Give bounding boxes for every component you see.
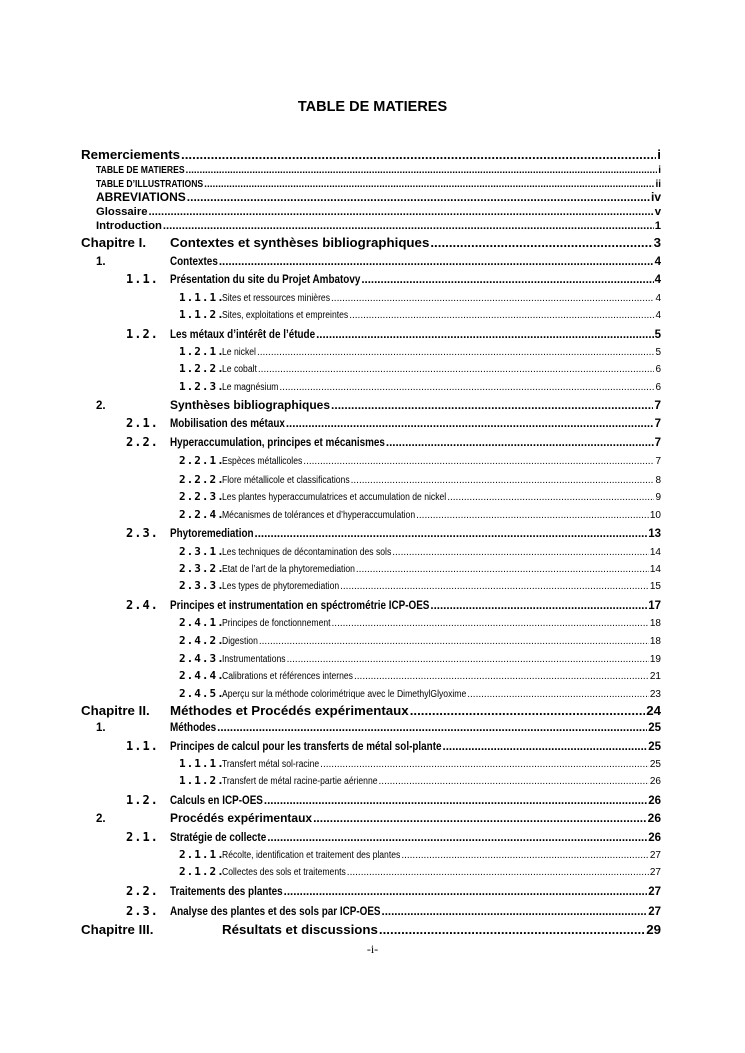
toc-entry-title: Introduction [96,220,162,232]
dot-leader [340,581,649,592]
toc-entry-number: 1.1.1. [179,757,225,771]
toc-entry-page: 15 [649,581,661,593]
toc-entry-title: Le cobalt [222,364,257,376]
toc-entry[interactable] [0,251,745,269]
dot-leader [320,759,649,770]
toc-entry[interactable] [0,881,745,899]
toc-entry-number: 2.3. [126,904,159,918]
toc-entry[interactable] [0,451,745,468]
toc-entry-title: Instrumentations [222,654,286,666]
toc-entry-title: Mobilisation des métaux [170,418,285,430]
toc-entry-title: Principes et instrumentation en spéctrométrie ICP-OES [170,600,430,612]
toc-entry-number: 1.1. [126,739,159,753]
toc-entry[interactable] [0,205,745,219]
toc-entry[interactable] [0,432,745,450]
toc-entry-page: 26 [649,776,661,788]
dot-leader [379,922,645,937]
toc-entry-number: 2.3. [126,526,159,540]
toc-entry-number: 2.4.5. [179,687,225,701]
toc-entry-page: 4 [655,310,661,322]
dot-leader [267,832,647,844]
toc-entry-page: 27 [649,867,661,879]
toc-entry-page: 7 [655,456,661,468]
toc-entry-number: 2.4.1. [179,616,225,630]
dot-leader [430,600,647,612]
toc-entry[interactable] [0,324,745,342]
dot-leader [287,654,649,665]
toc-entry-number: 2.3.3. [179,579,225,593]
toc-entry-number: 2.1. [126,830,159,844]
toc-entry[interactable] [0,395,745,413]
toc-entry-page: i [658,165,661,176]
toc-entry-page: 27 [648,886,661,898]
dot-leader [187,190,650,204]
toc-entry-title: Le magnésium [222,382,279,394]
dot-leader [219,256,654,268]
toc-entry-page: 25 [649,759,661,771]
toc-entry-title: Les techniques de décontamination des sols [222,547,392,559]
toc-entry[interactable] [0,790,745,808]
toc-entry[interactable] [0,827,745,845]
toc-entry-number: 1. [96,722,106,734]
toc-entry-number: 2.4. [126,598,159,612]
toc-entry-number: 2. [96,813,106,825]
dot-leader [163,220,654,232]
toc-entry-page: 17 [648,600,661,612]
toc-entry-title: Traitements des plantes [170,886,283,898]
dot-leader [347,867,649,878]
toc-entry-title: Glossaire [96,206,148,218]
toc-entry[interactable] [0,177,745,191]
toc-entry-number: 1.2.3. [179,380,225,394]
dot-leader [258,364,655,375]
toc-entry[interactable] [0,413,745,431]
toc-entry-page: 26 [647,811,661,825]
toc-entry[interactable] [0,342,745,359]
dot-leader [149,206,654,218]
toc-entry-page: 24 [646,703,661,718]
dot-leader [349,310,654,321]
toc-entry-number: Chapitre I. [81,235,147,250]
toc-entry-page: 4 [655,293,661,305]
toc-entry[interactable] [0,470,745,487]
toc-entry-number: 2.1. [126,416,159,430]
toc-entry-number: 1.2.2. [179,362,225,376]
toc-entry-page: 4 [654,274,661,286]
toc-entry-title: Mécanismes de tolérances et d’hyperaccumulation [222,510,416,522]
toc-entry-title: Transfert de métal racine-partie aérienne [222,776,378,788]
toc-entry-title: Synthèses bibliographiques [170,398,331,412]
dot-leader [259,636,649,647]
toc-entry-page: 13 [648,528,661,540]
toc-entry[interactable] [0,505,745,522]
toc-entry-title: Calculs en ICP-OES [170,795,263,807]
toc-entry-title: Stratégie de collecte [170,832,267,844]
toc-entry-title: TABLE DE MATIERES [96,165,185,176]
toc-entry[interactable] [0,666,745,683]
toc-entry-title: Récolte, identification et traitement des plantes [222,850,401,862]
toc-entry-title: Calibrations et références internes [222,671,353,683]
dot-leader [467,689,649,700]
toc-entry-title: Principes de calcul pour les transferts de métal sol-plante [170,741,442,753]
toc-entry[interactable] [0,163,745,177]
toc-entry-title: TABLE D’ILLUSTRATIONS [96,179,204,190]
toc-entry-title: Les types de phytoremediation [222,581,340,593]
toc-entry-page: 7 [654,398,661,412]
toc-entry[interactable] [0,862,745,879]
dot-leader [351,475,655,486]
toc-entry-page: 6 [655,364,661,376]
toc-entry-title: Les métaux d’intérêt de l’étude [170,329,316,341]
toc-entry[interactable] [0,269,745,287]
toc-entry-title: Méthodes et Procédés expérimentaux [170,703,409,718]
toc-entry-page: 7 [654,437,661,449]
toc-entry-title: Sites, exploitations et empreintes [222,310,349,322]
toc-entry-number: 1.1. [126,272,159,286]
toc-entry-page: 18 [649,636,661,648]
dot-leader [279,382,654,393]
toc-entry-title: Contextes [170,256,218,268]
toc-entry[interactable] [0,559,745,576]
toc-entry-number: Chapitre II. [81,703,150,718]
toc-entry-number: 2.4.3. [179,652,225,666]
toc-entry-title: Le nickel [222,347,256,359]
page-title: TABLE DE MATIERES [297,99,448,115]
toc-entry-title: ABREVIATIONS [96,190,186,204]
toc-entry-number: 2.2.4. [179,508,225,522]
dot-leader [303,456,654,467]
dot-leader [181,147,656,162]
dot-leader [443,741,648,753]
toc-entry-page: 27 [648,906,661,918]
toc-entry-title: Espèces métallicoles [222,456,303,468]
toc-entry-page: 8 [655,475,661,487]
toc-entry-page: v [654,206,661,218]
dot-leader [331,293,654,304]
toc-entry-title: Analyse des plantes et des sols par ICP-OES [170,906,381,918]
toc-entry-page: i [657,147,661,162]
dot-leader [332,618,649,629]
toc-entry[interactable] [0,219,745,233]
toc-entry-page: 26 [648,795,661,807]
toc-entry-page: 1 [654,220,661,232]
toc-entry[interactable] [0,305,745,322]
toc-entry-title: Méthodes [170,722,217,734]
toc-entry-number: 2. [96,400,106,412]
toc-entry[interactable] [0,684,745,701]
toc-entry-number: 2.3.1. [179,545,225,559]
dot-leader [313,811,647,825]
toc-entry[interactable] [0,631,745,648]
toc-entry-page: 3 [653,235,661,250]
toc-entry[interactable] [0,736,745,754]
dot-leader [361,274,653,286]
toc-entry-page: 26 [648,832,661,844]
toc-entry[interactable] [0,359,745,376]
page-number-footer: -i- [366,942,379,956]
toc-entry[interactable] [0,919,745,938]
dot-leader [356,564,649,575]
toc-entry-page: 14 [649,547,661,559]
toc-entry-number: 1.1.1. [179,291,225,305]
toc-entry-number: 1.2.1. [179,345,225,359]
toc-entry[interactable] [0,901,745,919]
toc-entry-page: 9 [655,492,661,504]
toc-entry-page: 18 [649,618,661,630]
toc-entry[interactable] [0,487,745,504]
toc-entry-page: 4 [654,256,661,268]
dot-leader [217,722,647,734]
toc-entry-number: 2.4.2. [179,634,225,648]
toc-entry-page: 6 [655,382,661,394]
dot-leader [382,906,648,918]
toc-entry[interactable] [0,595,745,613]
toc-entry-title: Digestion [222,636,258,648]
dot-leader [331,398,653,412]
dot-leader [447,492,654,503]
dot-leader [410,703,646,718]
toc-entry-title: Remerciements [81,147,181,162]
toc-entry[interactable] [0,613,745,630]
toc-entry-number: 2.1.2. [179,865,225,879]
toc-entry-number: 2.1.1. [179,848,225,862]
toc-entry[interactable] [0,145,745,163]
toc-entry-number: 2.2. [126,884,159,898]
toc-entry-title: Aperçu sur la méthode colorimétrique avec le DimethylGlyoxime [222,689,467,701]
toc-entry[interactable] [0,288,745,305]
toc-entry-title: Collectes des sols et traitements [222,867,346,879]
toc-entry-title: Flore métallicole et classifications [222,475,350,487]
toc-entry-number: 1. [96,256,106,268]
toc-entry[interactable] [0,523,745,541]
toc-entry-number: 2.4.4. [179,669,225,683]
dot-leader [416,510,649,521]
toc-entry-number: 2.2.3. [179,490,225,504]
toc-entry-number: 1.2. [126,327,159,341]
dot-leader [264,795,647,807]
toc-entry[interactable] [0,576,745,593]
toc-entry-page: 25 [648,722,661,734]
dot-leader [204,179,654,190]
dot-leader [379,776,649,787]
toc-entry-title: Phytoremediation [170,528,254,540]
toc-entry-title: Principes de fonctionnement [222,618,331,630]
toc-entry[interactable] [0,190,745,205]
dot-leader [257,347,654,358]
toc-entry[interactable] [0,754,745,771]
toc-entry-title: Procédés expérimentaux [170,811,313,825]
toc-entry-page: 21 [649,671,661,683]
toc-entry-number: 2.2.1. [179,454,225,468]
dot-leader [316,329,653,341]
toc-entry-number: 2.2. [126,435,159,449]
toc-entry-title: Présentation du site du Projet Ambatovy [170,274,361,286]
toc-entry-page: 19 [649,654,661,666]
toc-entry[interactable] [0,377,745,394]
toc-entry-page: 10 [649,510,661,522]
toc-entry-page: 25 [648,741,661,753]
toc-entry-page: 29 [646,922,661,937]
toc-entry[interactable] [0,542,745,559]
dot-leader [255,528,648,540]
toc-entry[interactable] [0,232,745,251]
toc-entry-page: iv [650,190,661,204]
toc-entry-title: Transfert métal sol-racine [222,759,320,771]
toc-entry-title: Etat de l’art de la phytoremediation [222,564,355,576]
dot-leader [286,418,654,430]
toc-entry-title: Contextes et synthèses bibliographiques [170,235,430,250]
toc-entry-title: Les plantes hyperaccumulatrices et accumulation de nickel [222,492,447,504]
dot-leader [430,235,652,250]
toc-entry-title: Sites et ressources minières [222,293,331,305]
toc-entry-number: 1.1.2. [179,774,225,788]
toc-entry-number: 2.3.2. [179,562,225,576]
dot-leader [401,850,649,861]
toc-entry-page: 23 [649,689,661,701]
toc-entry[interactable] [0,717,745,735]
toc-entry-number: 1.1.2. [179,308,225,322]
toc-entry-page: 27 [649,850,661,862]
toc-entry-title: Résultats et discussions [222,922,378,937]
toc-entry[interactable] [0,808,745,826]
toc-entry[interactable] [0,845,745,862]
toc-entry-number: Chapitre III. [81,922,154,937]
toc-entry-page: 7 [654,418,661,430]
dot-leader [284,886,648,898]
toc-entry-page: 5 [654,329,661,341]
toc-entry[interactable] [0,649,745,666]
toc-entry[interactable] [0,771,745,788]
dot-leader [186,165,658,176]
toc-entry-number: 1.2. [126,793,159,807]
dot-leader [354,671,649,682]
dot-leader [386,437,654,449]
dot-leader [392,547,649,558]
toc-entry-title: Hyperaccumulation, principes et mécanismes [170,437,385,449]
toc-entry-page: 5 [655,347,661,359]
toc-entry-page: 14 [649,564,661,576]
toc-entry-page: ii [655,179,661,190]
toc-entry-number: 2.2.2. [179,473,225,487]
